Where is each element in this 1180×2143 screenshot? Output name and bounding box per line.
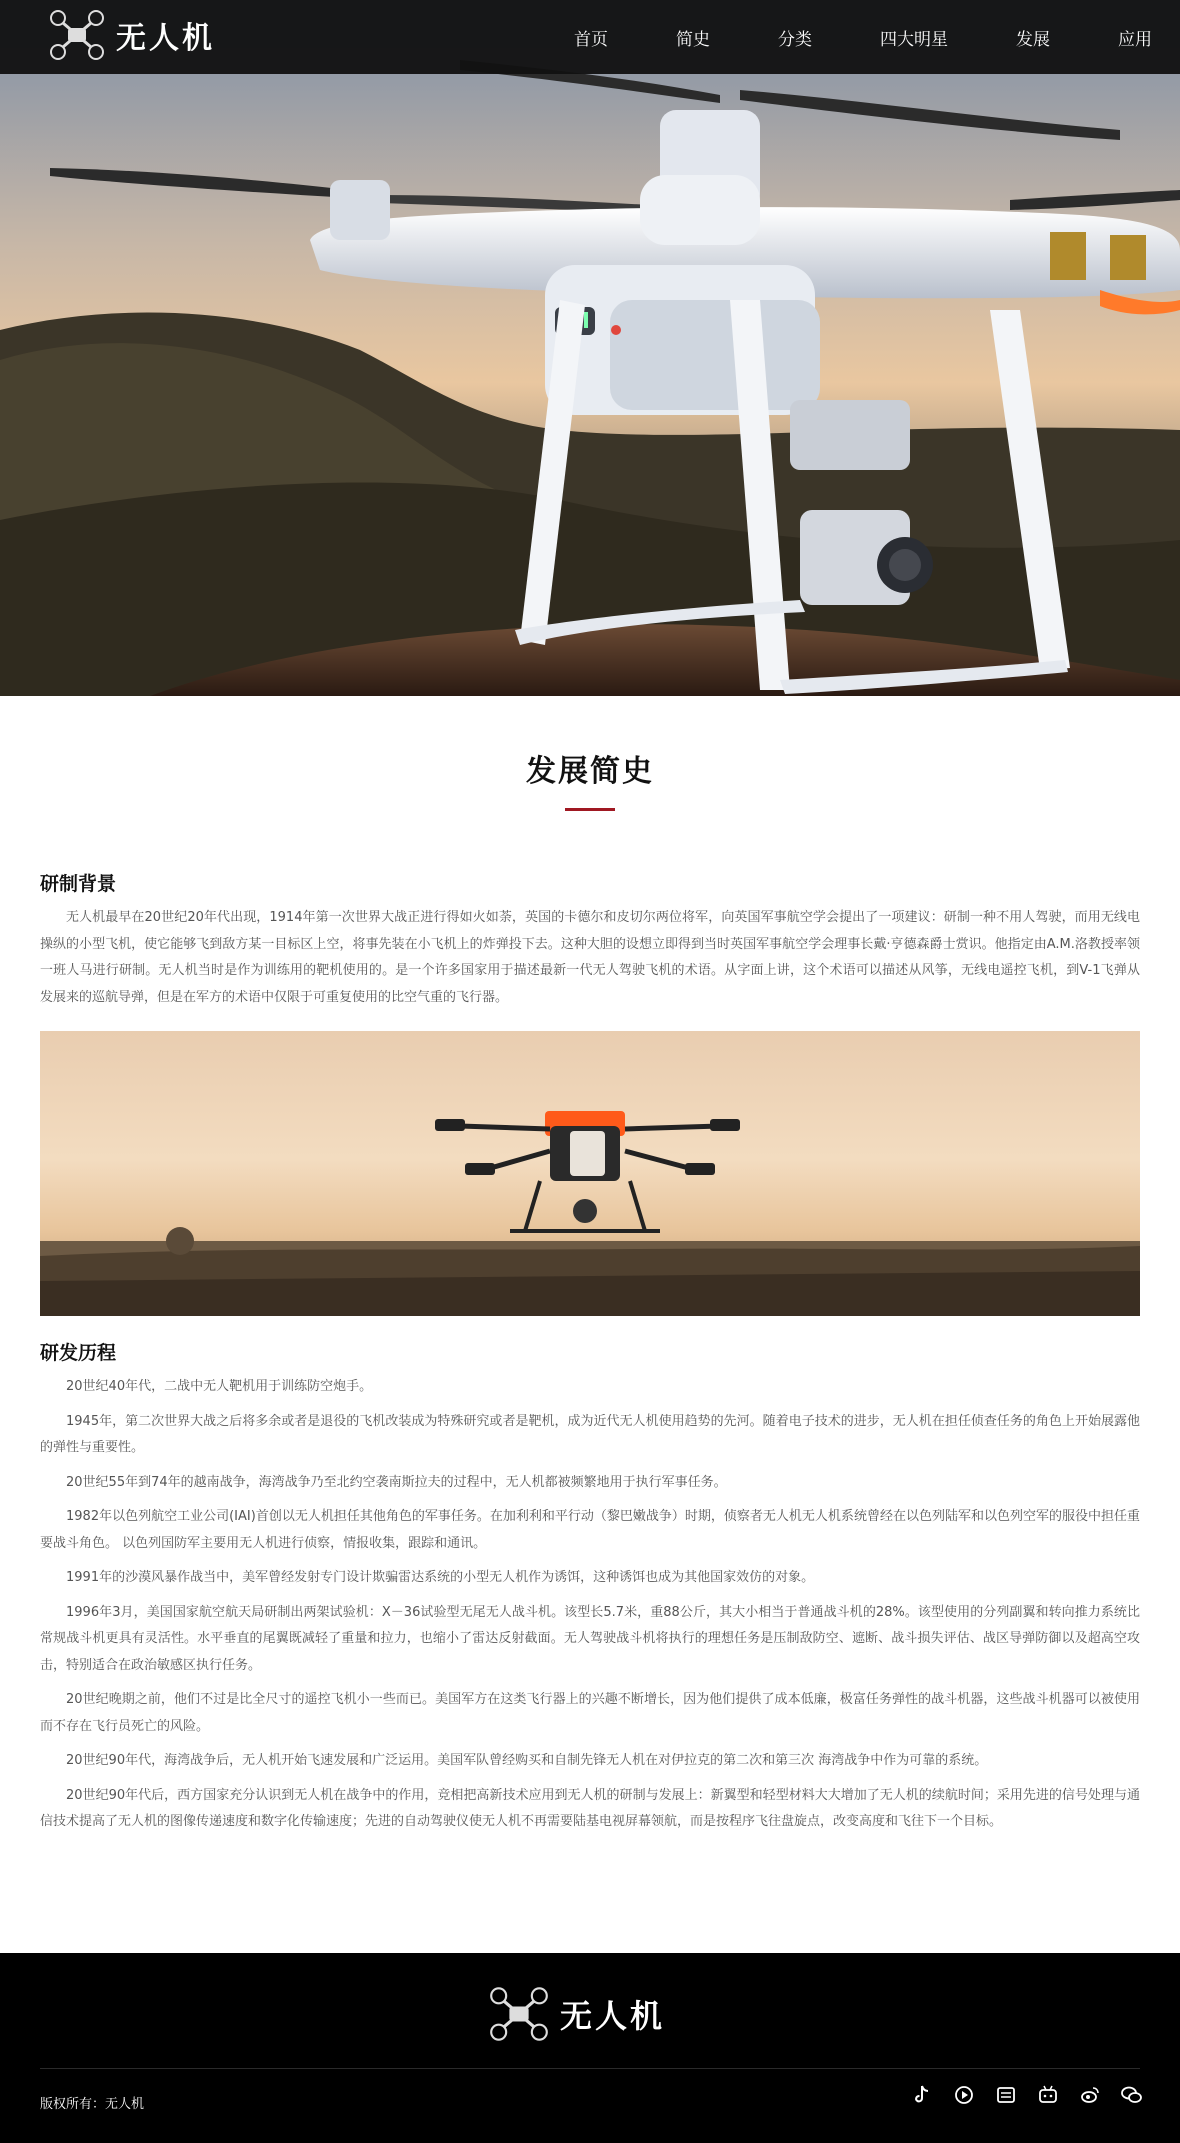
footer: [0, 1953, 1180, 2143]
paragraph: 1996年3月，美国国家航空航天局研制出两架试验机：X－36试验型无尾无人战斗机。该型长5.7米，重88公斤，其大小相当于普通战斗机的28%。该型使用的分列副翼和转向推力系统比常规战斗机更具有灵活性。水平垂直的尾翼既减轻了重量和拉力，也缩小了雷达反射截面。无人驾驶战斗机将执行的理想任务是压制敌防空、遮断、战斗损失评估、战区导弹防御以及超高空攻击，特别适合在政治敏感区执行任务。: [40, 1604, 1140, 1673]
paragraph: 20世纪40年代，二战中无人靶机用于训练防空炮手。: [66, 1379, 373, 1394]
video-play-icon[interactable]: [952, 2083, 976, 2107]
hero-drone-image: [0, 0, 1180, 696]
paragraph: 无人机最早在20世纪20年代出现，1914年第一次世界大战正进行得如火如荼，英国的卡德尔和皮切尔两位将军，向英国军事航空学会提出了一项建议：研制一种不用人驾驶，而用无线电操纵的小型飞机，使它能够飞到敌方某一目标区上空，将事先装在小飞机上的炸弹投下去。这种大胆的设想立即得到当时英国军事航空学会理事长戴·亨德森爵士赏识。他指定由A.M.洛教授率领一班人马进行研制。无人机当时是作为训练用的靶机使用的。是一个许多国家用于描述最新一代无人驾驶飞机的术语。从字面上讲，这个术语可以描述从风筝，无线电遥控飞机，到V-1飞弹从发展来的巡航导弹，但是在军方的术语中仅限于可重复使用的比空气重的飞行器。: [40, 910, 1140, 1005]
section-history: [0, 1338, 1180, 1836]
footer-logo-text: 无人机: [560, 1997, 666, 2035]
copyright-text: 版权所有：无人机: [40, 2097, 145, 2112]
section-title: 研发历程: [40, 1342, 117, 1364]
nav-four-stars[interactable]: 四大明星: [880, 29, 948, 50]
drone-logo-icon: [48, 8, 106, 62]
weibo-icon[interactable]: [1078, 2083, 1102, 2107]
main-content: [0, 696, 1180, 1836]
paragraph: 1982年以色列航空工业公司(IAI)首创以无人机担任其他角色的军事任务。在加利利和平行动（黎巴嫩战争）时期，侦察者无人机无人机系统曾经在以色列陆军和以色列空军的服役中担任重要战斗角色。 以色列国防军主要用无人机进行侦察，情报收集，跟踪和通讯。: [40, 1509, 1140, 1551]
section-background: [0, 869, 1180, 1316]
footer-divider: [40, 2068, 1140, 2069]
agri-drone-image: [40, 1031, 1140, 1316]
paragraph: 1945年，第二次世界大战之后将多余或者是退役的飞机改装成为特殊研究或者是靶机，成为近代无人机使用趋势的先河。随着电子技术的进步，无人机在担任侦查任务的角色上开始展露他的弹性与重要性。: [40, 1413, 1140, 1455]
paragraph: 1991年的沙漠风暴作战当中，美军曾经发射专门设计欺骗雷达系统的小型无人机作为诱饵，这种诱饵也成为其他国家效仿的对象。: [66, 1570, 815, 1585]
paragraph: 20世纪90年代，海湾战争后，无人机开始飞速发展和广泛运用。美国军队曾经购买和自制先锋无人机在对伊拉克的第二次和第三次 海湾战争中作为可靠的系统。: [66, 1753, 988, 1768]
section-title: 研制背景: [40, 873, 117, 895]
toutiao-icon[interactable]: [994, 2083, 1018, 2107]
nav-history[interactable]: 简史: [676, 29, 710, 50]
social-links: [892, 2083, 1144, 2107]
nav-development[interactable]: 发展: [1016, 29, 1050, 50]
hero-banner: [0, 0, 1180, 696]
douyin-icon[interactable]: [910, 2083, 934, 2107]
page-title: 发展简史: [526, 754, 654, 789]
bilibili-icon[interactable]: [1036, 2083, 1060, 2107]
agri-drone-photo: [40, 1031, 1140, 1316]
nav-categories[interactable]: 分类: [778, 29, 812, 50]
drone-logo-icon: [488, 1985, 550, 2043]
wechat-icon[interactable]: [1120, 2083, 1144, 2107]
title-underline: [565, 808, 615, 811]
nav-home[interactable]: 首页: [574, 29, 608, 50]
paragraph: 20世纪晚期之前，他们不过是比全尺寸的遥控飞机小一些而已。美国军方在这类飞行器上的兴趣不断增长，因为他们提供了成本低廉，极富任务弹性的战斗机器，这些战斗机器可以被使用而不存在飞行员死亡的风险。: [40, 1692, 1140, 1734]
top-navigation-bar: [0, 0, 1180, 74]
paragraph: 20世纪90年代后，西方国家充分认识到无人机在战争中的作用，竞相把高新技术应用到无人机的研制与发展上：新翼型和轻型材料大大增加了无人机的续航时间；采用先进的信号处理与通信技术提高了无人机的图像传递速度和数字化传输速度；先进的自动驾驶仪使无人机不再需要陆基电视屏幕领航，而是按程序飞往盘旋点，改变高度和飞往下一个目标。: [40, 1787, 1140, 1829]
paragraph: 20世纪55年到74年的越南战争，海湾战争乃至北约空袭南斯拉夫的过程中，无人机都被频繁地用于执行军事任务。: [66, 1474, 727, 1490]
nav-applications[interactable]: 应用: [1118, 29, 1152, 50]
main-nav: [540, 0, 1166, 74]
logo-text: 无人机: [116, 21, 215, 56]
footer-logo[interactable]: [488, 1985, 665, 2043]
site-logo[interactable]: [48, 8, 215, 62]
